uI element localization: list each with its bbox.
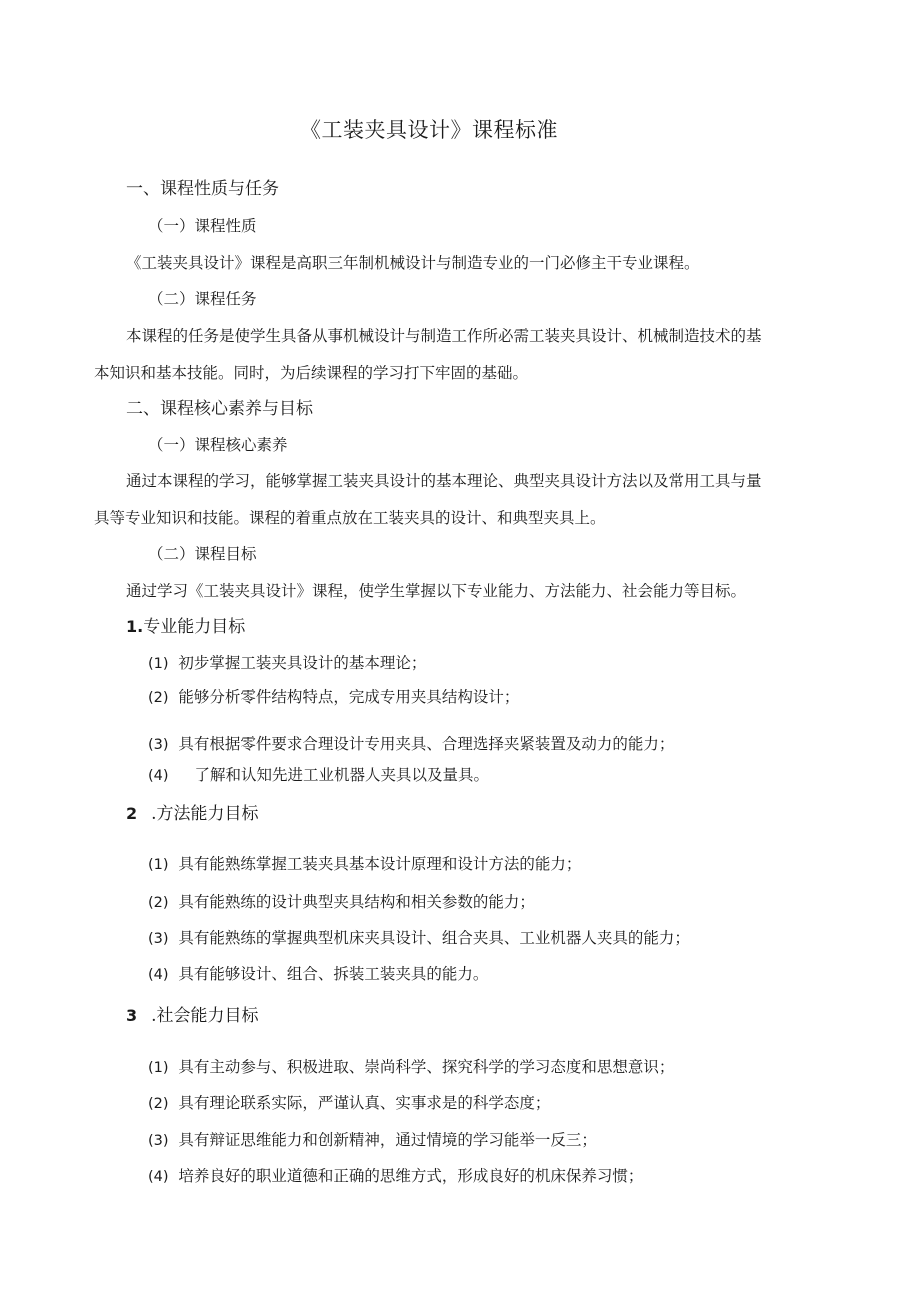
list-item-number: (1) <box>148 656 169 672</box>
goal-number: 3 <box>126 1006 138 1025</box>
document-title: 《工装夹具设计》课程标准 <box>300 118 558 142</box>
list-item <box>148 1133 597 1149</box>
list-item-text: 具有能熟练的掌握典型机床夹具设计、组合夹具、工业机器人夹具的能力； <box>178 929 690 947</box>
list-item-number: (4) <box>148 1169 169 1185</box>
paragraph-core-line1: 通过本课程的学习，能够掌握工装夹具设计的基本理论、典型夹具设计方法以及常用工具与量 <box>126 472 762 490</box>
list-item-number: (2) <box>148 895 169 911</box>
list-item-number: (2) <box>148 690 169 706</box>
list-item <box>148 690 519 706</box>
subsection-heading-core: （一）课程核心素养 <box>148 436 288 454</box>
list-item-text: 具有辩证思维能力和创新精神，通过情境的学习能举一反三； <box>178 1131 597 1149</box>
subsection-heading-nature: （一）课程性质 <box>148 217 257 235</box>
list-item-number: (3) <box>148 931 169 947</box>
list-item-text: 具有根据零件要求合理设计专用夹具、合理选择夹紧装置及动力的能力； <box>178 735 675 753</box>
list-item-number: (4) <box>148 967 169 983</box>
goal-label: .社会能力目标 <box>151 1006 259 1026</box>
list-item-text: 具有理论联系实际，严谨认真、实事求是的科学态度； <box>178 1094 551 1112</box>
list-item-text: 具有能够设计、组合、拆装工装夹具的能力。 <box>178 965 489 983</box>
list-item-text: 了解和认知先进工业机器人夹具以及量具。 <box>194 766 490 784</box>
list-item <box>148 1169 643 1185</box>
list-item-text: 具有主动参与、积极进取、崇尚科学、探究科学的学习态度和思想意识； <box>178 1058 675 1076</box>
paragraph-core-line2: 具等专业知识和技能。课程的着重点放在工装夹具的设计、和典型夹具上。 <box>94 509 606 527</box>
list-item <box>148 895 535 911</box>
list-item-text: 初步掌握工装夹具设计的基本理论； <box>178 654 427 672</box>
list-item <box>148 737 674 753</box>
list-item <box>148 967 488 983</box>
subsection-heading-task: （二）课程任务 <box>148 290 257 308</box>
goal-label: 专业能力目标 <box>143 617 246 637</box>
paragraph-nature: 《工装夹具设计》课程是高职三年制机械设计与制造专业的一门必修主干专业课程。 <box>126 254 700 272</box>
list-item-number: (4) <box>148 768 169 784</box>
list-item <box>148 656 426 672</box>
section-heading-1: 一、课程性质与任务 <box>126 179 279 199</box>
paragraph-goals: 通过学习《工装夹具设计》课程，使学生掌握以下专业能力、方法能力、社会能力等目标。 <box>126 582 747 600</box>
section-heading-2: 二、课程核心素养与目标 <box>126 399 313 419</box>
list-item <box>148 1096 550 1112</box>
goal-number: 2 <box>126 804 138 823</box>
subsection-heading-goals: （二）课程目标 <box>148 545 257 563</box>
list-item-text: 能够分析零件结构特点，完成专用夹具结构设计； <box>178 688 520 706</box>
list-item-number: (1) <box>148 1060 169 1076</box>
list-item <box>148 768 489 784</box>
paragraph-task-line1: 本课程的任务是使学生具备从事机械设计与制造工作所必需工装夹具设计、机械制造技术的基 <box>126 327 762 345</box>
goal-label: .方法能力目标 <box>151 804 259 824</box>
goal-heading-social <box>126 1008 259 1025</box>
list-item-number: (3) <box>148 737 169 753</box>
list-item-number: (2) <box>148 1096 169 1112</box>
paragraph-task-line2: 本知识和基本技能。同时，为后续课程的学习打下牢固的基础。 <box>94 364 529 382</box>
goal-heading-professional <box>126 619 245 636</box>
goal-number: 1. <box>126 617 144 636</box>
list-item <box>148 857 581 873</box>
goal-heading-method <box>126 806 259 823</box>
list-item-text: 培养良好的职业道德和正确的思维方式，形成良好的机床保养习惯； <box>178 1167 644 1185</box>
list-item <box>148 931 690 947</box>
list-item-text: 具有能熟练的设计典型夹具结构和相关参数的能力； <box>178 893 535 911</box>
list-item-number: (1) <box>148 857 169 873</box>
list-item <box>148 1060 674 1076</box>
list-item-text: 具有能熟练掌握工装夹具基本设计原理和设计方法的能力； <box>178 855 582 873</box>
list-item-number: (3) <box>148 1133 169 1149</box>
